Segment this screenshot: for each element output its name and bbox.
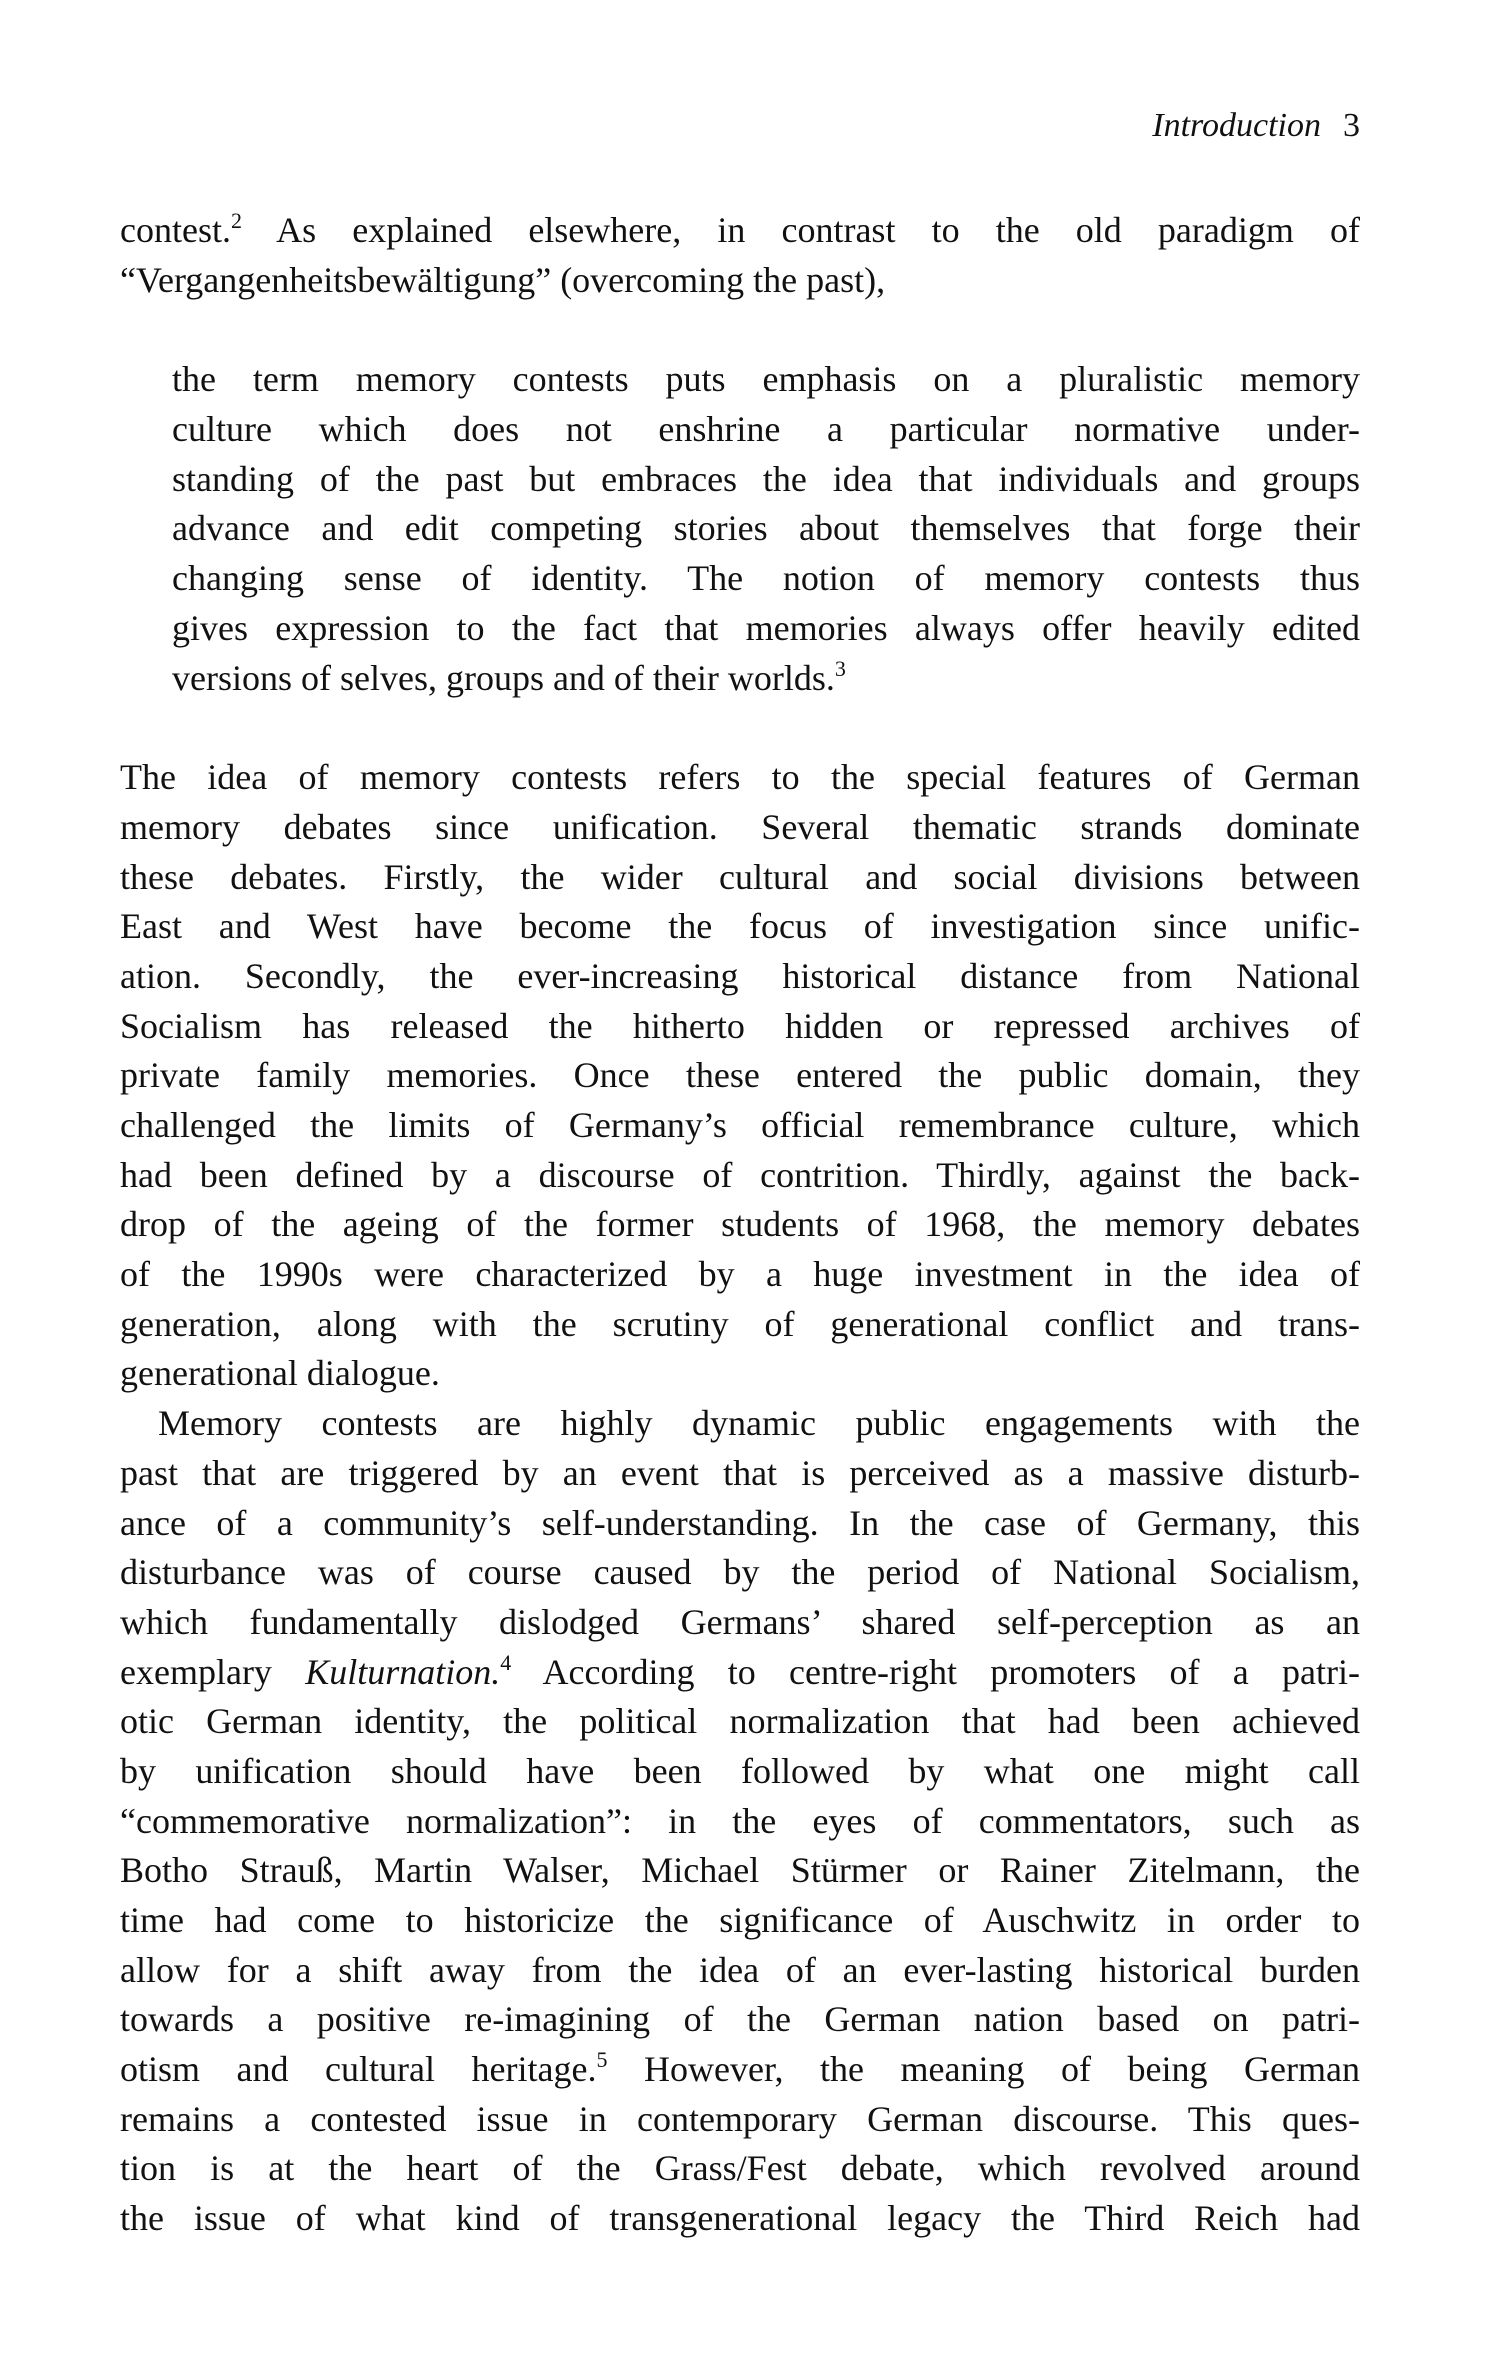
text-line: of the 1990s were characterized by a huge investment in the idea of bbox=[120, 1254, 1360, 1295]
quote-line: culture which does not enshrine a particular normative under- bbox=[172, 409, 1360, 450]
text-line: drop of the ageing of the former students of 1968, the memory debates bbox=[120, 1204, 1360, 1245]
text-line: generation, along with the scrutiny of generational conflict and trans- bbox=[120, 1303, 1360, 1344]
text-line: challenged the limits of Germany’s official remembrance culture, which bbox=[120, 1105, 1360, 1145]
text-line: ance of a community’s self-understanding. In the case of Germany, this bbox=[120, 1502, 1360, 1543]
text-line: Memory contests are highly dynamic public engagements with the bbox=[158, 1403, 1360, 1444]
quote-line bbox=[172, 654, 1360, 704]
text-line bbox=[120, 2045, 1360, 2095]
text-line bbox=[120, 206, 1360, 256]
text-line: time had come to historicize the significance of Auschwitz in order to bbox=[120, 1900, 1360, 1940]
text-line bbox=[120, 256, 1360, 306]
text-line: remains a contested issue in contemporary German discourse. This ques- bbox=[120, 2098, 1360, 2139]
text-line: “commemorative normalization”: in the eyes of commentators, such as bbox=[120, 1800, 1360, 1841]
text-line: allow for a shift away from the idea of an ever-lasting historical burden bbox=[120, 1949, 1360, 1990]
footnote-ref-4[interactable]: 4 bbox=[500, 1649, 512, 1675]
running-head bbox=[1152, 104, 1360, 148]
text-line: these debates. Firstly, the wider cultural and social divisions between bbox=[120, 856, 1360, 897]
footnote-ref-3[interactable]: 3 bbox=[834, 655, 846, 681]
text-line: tion is at the heart of the Grass/Fest debate, which revolved around bbox=[120, 2148, 1360, 2189]
paragraph-2 bbox=[120, 753, 1360, 1399]
quote-line: standing of the past but embraces the idea that individuals and groups bbox=[172, 458, 1360, 499]
text-line: private family memories. Once these entered the public domain, they bbox=[120, 1055, 1360, 1096]
quote-line: the term memory contests puts emphasis on a pluralistic memory bbox=[172, 359, 1360, 400]
line-text: otism and cultural heritage. bbox=[120, 2049, 597, 2090]
body-text bbox=[120, 206, 1360, 2244]
text-line: disturbance was of course caused by the period of National Socialism, bbox=[120, 1552, 1360, 1593]
quote-line: advance and edit competing stories about themselves that forge their bbox=[172, 508, 1360, 549]
footnote-ref-2[interactable]: 2 bbox=[230, 208, 242, 233]
line-text: However, the meaning of being German bbox=[607, 2049, 1361, 2090]
text-line: ation. Secondly, the ever-increasing historical distance from National bbox=[120, 955, 1360, 996]
line-text: “Vergangenheitsbewältigung” (overcoming the past), bbox=[120, 259, 886, 300]
text-line: had been defined by a discourse of contrition. Thirdly, against the back- bbox=[120, 1154, 1360, 1195]
text-line: generational dialogue. bbox=[120, 1353, 440, 1394]
paragraph-3 bbox=[120, 1399, 1360, 2244]
text-line: the issue of what kind of transgenerational legacy the Third Reich had bbox=[120, 2198, 1360, 2239]
text-line: memory debates since unification. Several thematic strands dominate bbox=[120, 806, 1360, 847]
quote-line: gives expression to the fact that memories always offer heavily edited bbox=[172, 607, 1360, 648]
chapter-title: Introduction bbox=[1152, 107, 1321, 144]
text-line: by unification should have been followed by what one might call bbox=[120, 1750, 1360, 1791]
quote-line: changing sense of identity. The notion of memory contests thus bbox=[172, 558, 1360, 599]
line-text: As explained elsewhere, in contrast to the old paradigm of bbox=[241, 210, 1360, 250]
italic-term: Kulturnation. bbox=[305, 1651, 501, 1692]
paragraph-1 bbox=[120, 206, 1360, 305]
text-line: East and West have become the focus of investigation since unific- bbox=[120, 906, 1360, 947]
text-line: past that are triggered by an event that is perceived as a massive disturb- bbox=[120, 1452, 1360, 1493]
book-page bbox=[120, 0, 1360, 2362]
line-text: exemplary bbox=[120, 1651, 306, 1692]
text-line: towards a positive re-imagining of the German nation based on patri- bbox=[120, 1999, 1360, 2040]
text-line: The idea of memory contests refers to the special features of German bbox=[120, 757, 1360, 798]
page-number: 3 bbox=[1343, 107, 1360, 144]
text-line: otic German identity, the political normalization that had been achieved bbox=[120, 1701, 1360, 1742]
text-line: Socialism has released the hitherto hidden or repressed archives of bbox=[120, 1005, 1360, 1046]
block-quote bbox=[172, 355, 1360, 703]
line-text: contest. bbox=[120, 210, 231, 250]
text-line: Botho Strauß, Martin Walser, Michael Stürmer or Rainer Zitelmann, the bbox=[120, 1850, 1360, 1891]
line-text: According to centre-right promoters of a patri- bbox=[511, 1651, 1360, 1692]
text-line: which fundamentally dislodged Germans’ shared self-perception as an bbox=[120, 1601, 1360, 1642]
text-line bbox=[120, 1648, 1360, 1698]
footnote-ref-5[interactable]: 5 bbox=[596, 2047, 608, 2073]
line-text: versions of selves, groups and of their worlds. bbox=[172, 657, 835, 698]
